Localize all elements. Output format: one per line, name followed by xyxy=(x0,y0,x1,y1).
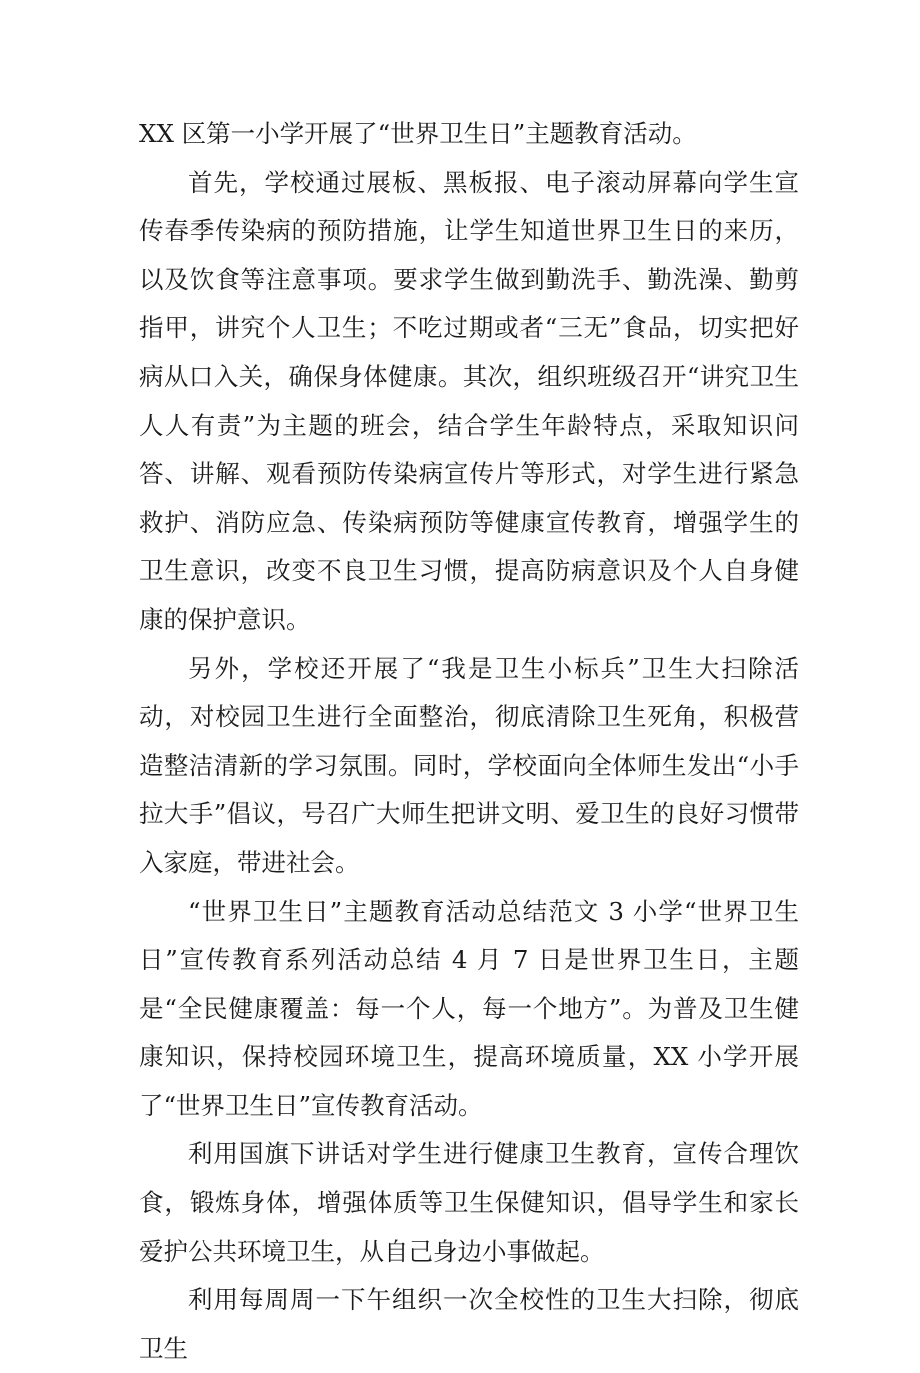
document-body xyxy=(139,110,799,1373)
paragraph-6: 利用每周周一下午组织一次全校性的卫生大扫除，彻底卫生 xyxy=(139,1285,799,1363)
paragraph-2: 首先，学校通过展板、黑板报、电子滚动屏幕向学生宣传春季传染病的预防措施，让学生知道世界卫生日的来历，以及饮食等注意事项。要求学生做到勤洗手、勤洗澡、勤剪指甲，讲究个人卫生；不吃过期或者“三无”食品，切实把好病从口入关，确保身体健康。其次，组织班级召开“讲究卫生人人有责”为主题的班会，结合学生年龄特点，采取知识问答、讲解、观看预防传染病宣传片等形式，对学生进行紧急救护、消防应急、传染病预防等健康宣传教育，增强学生的卫生意识，改变不良卫生习惯，提高防病意识及个人自身健康的保护意识。 xyxy=(139,167,799,634)
paragraph-3: 另外，学校还开展了“我是卫生小标兵”卫生大扫除活动，对校园卫生进行全面整治，彻底清除卫生死角，积极营造整洁清新的学习氛围。同时，学校面向全体师生发出“小手拉大手”倡议，号召广大师生把讲文明、爱卫生的良好习惯带入家庭，带进社会。 xyxy=(139,653,799,877)
paragraph-1: XX 区第一小学开展了“世界卫生日”主题教育活动。 xyxy=(139,119,697,148)
paragraph-4: “世界卫生日”主题教育活动总结范文 3 小学“世界卫生日”宣传教育系列活动总结 4 月 7 日是世界卫生日，主题是“全民健康覆盖：每一个人，每一个地方”。为普及卫生健康知识，保持校园环境卫生，提高环境质量，XX 小学开展了“世界卫生日”宣传教育活动。 xyxy=(139,896,799,1120)
paragraph-5: 利用国旗下讲话对学生进行健康卫生教育，宣传合理饮食，锻炼身体，增强体质等卫生保健知识，倡导学生和家长爱护公共环境卫生，从自己身边小事做起。 xyxy=(139,1139,799,1266)
